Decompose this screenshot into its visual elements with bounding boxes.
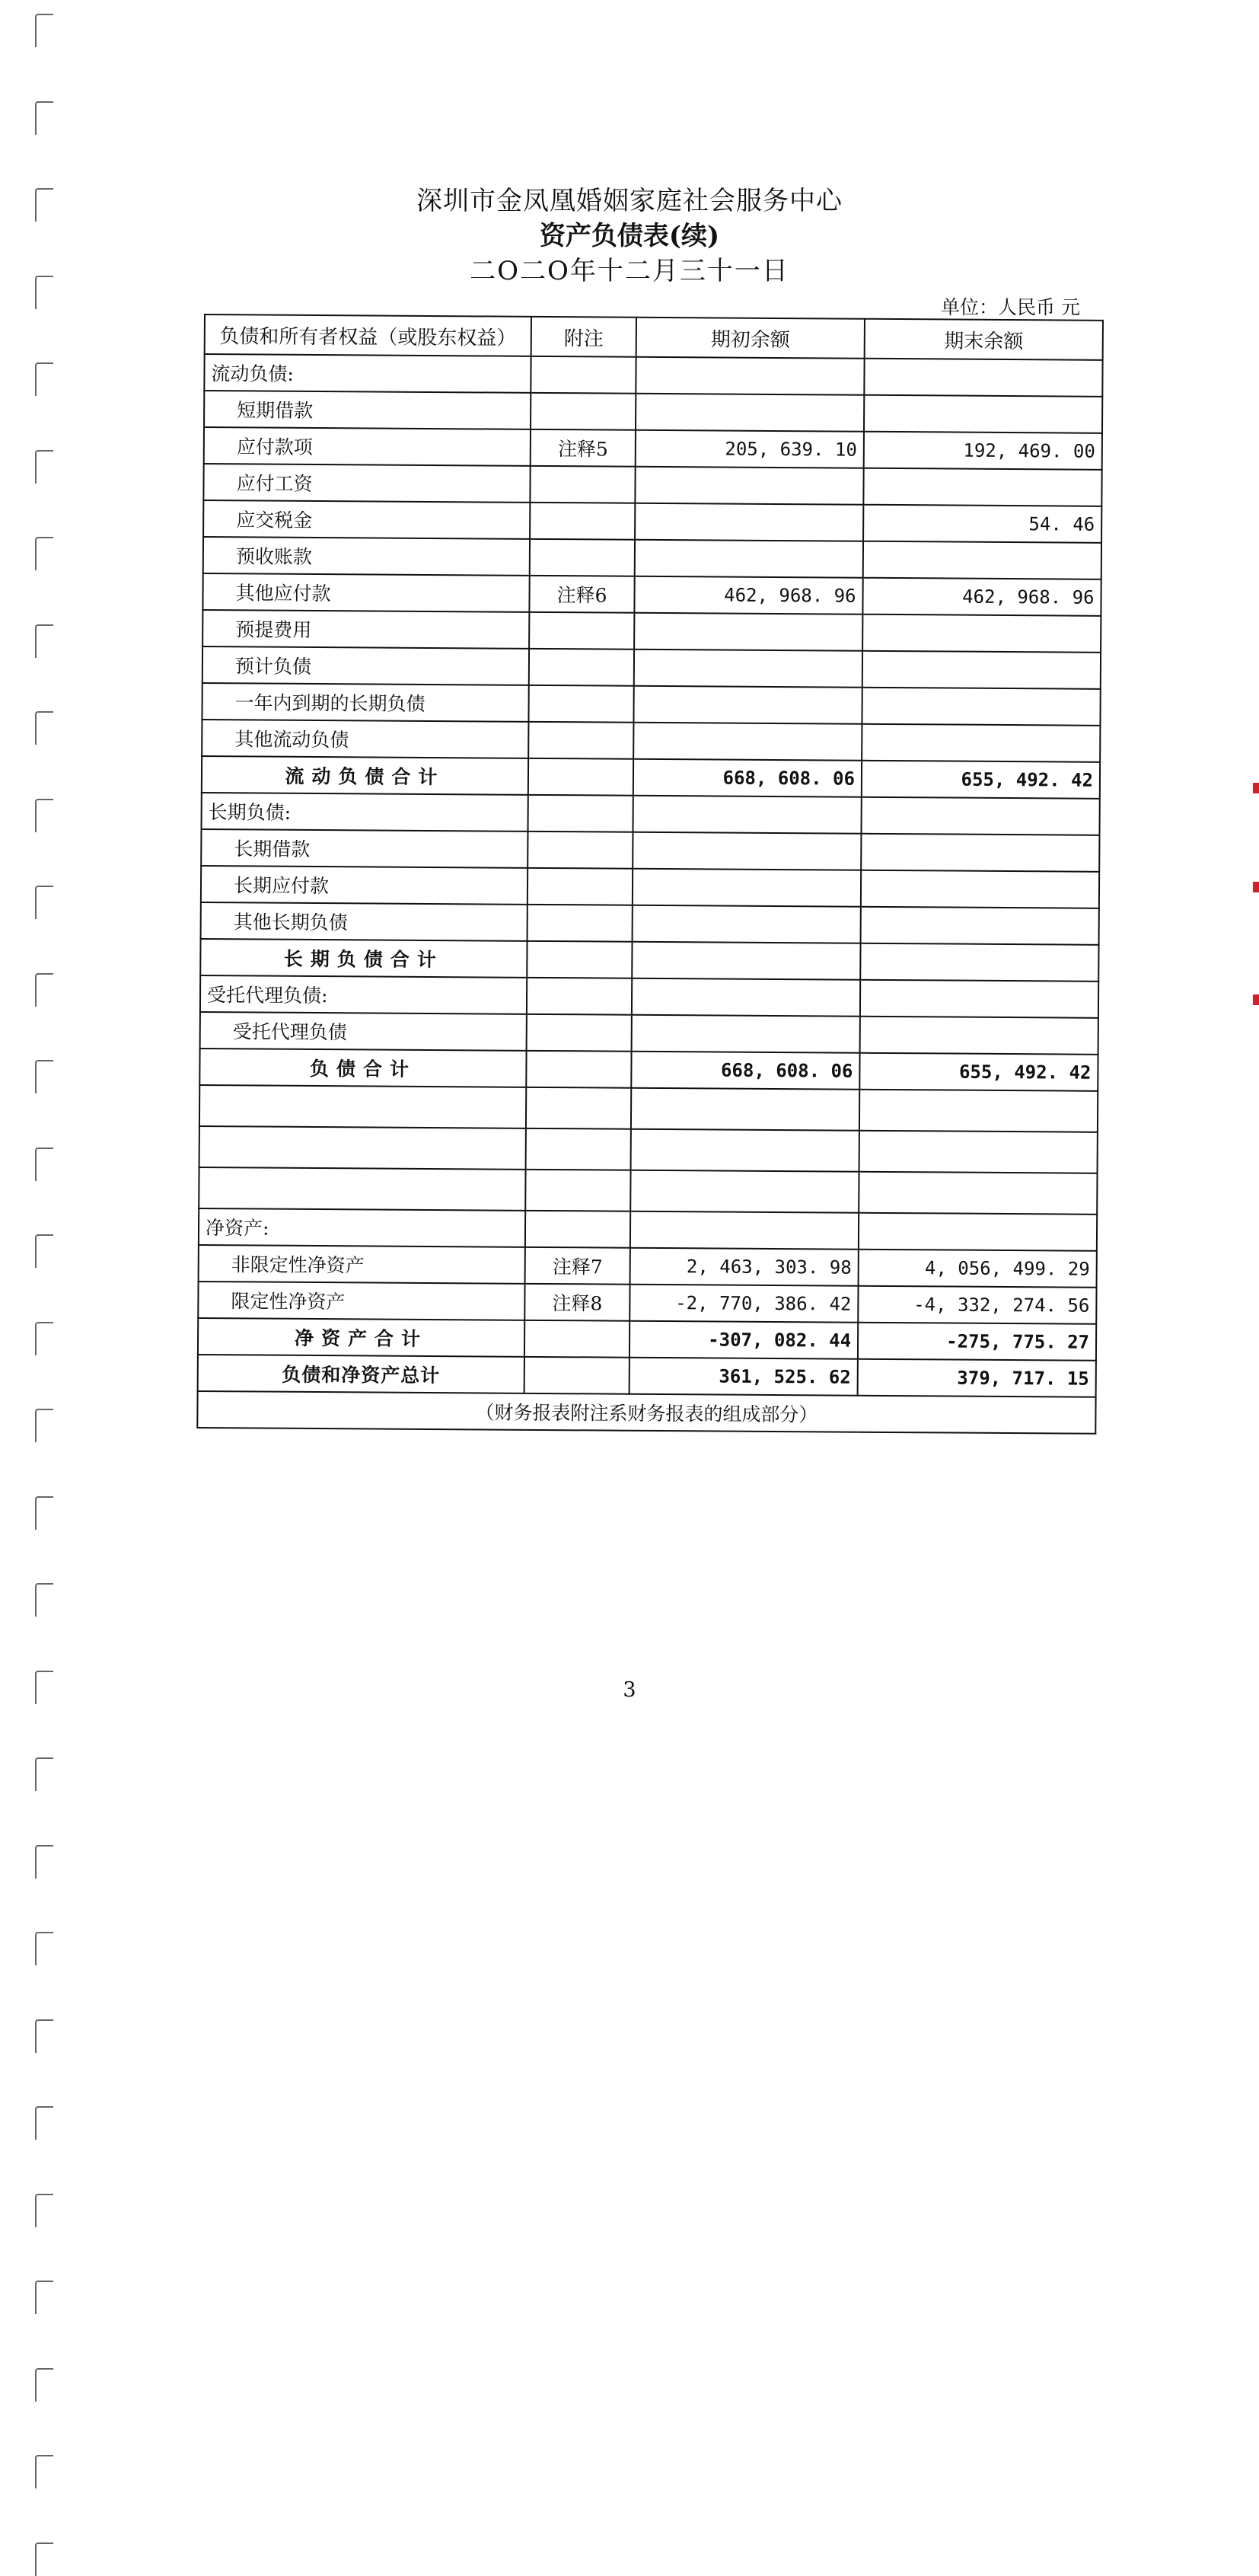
row-item-label: 净资产: <box>199 1208 525 1247</box>
row-beginning-balance <box>636 357 864 395</box>
binding-mark <box>35 1409 53 1442</box>
binding-mark <box>35 973 53 1007</box>
table-row <box>200 939 1098 982</box>
row-beginning-balance <box>630 1211 859 1250</box>
row-beginning-balance: -307, 082. 44 <box>630 1321 858 1359</box>
row-beginning-balance <box>635 540 863 578</box>
binding-mark <box>35 886 53 919</box>
binding-mark <box>35 537 53 570</box>
row-item-label: 长期负债合计 <box>200 939 527 978</box>
table-row <box>201 866 1099 908</box>
row-ending-balance <box>863 541 1101 579</box>
row-note-ref <box>530 503 635 540</box>
row-note-ref <box>527 1014 632 1052</box>
row-item-label: 应交税金 <box>203 500 530 539</box>
binding-mark <box>35 1148 53 1181</box>
row-ending-balance: 54. 46 <box>863 505 1101 543</box>
table-row <box>201 829 1099 872</box>
row-item-label: 长期负债: <box>202 793 528 832</box>
row-note-ref <box>528 868 633 905</box>
row-note-ref <box>525 1170 630 1211</box>
page-number: 3 <box>623 1678 636 1702</box>
table-row <box>199 1049 1098 1091</box>
row-item-label: 其他长期负债 <box>201 902 528 941</box>
row-item-label <box>199 1167 525 1211</box>
row-ending-balance <box>859 1213 1097 1251</box>
row-beginning-balance <box>631 1129 859 1172</box>
row-item-label <box>199 1126 526 1170</box>
row-item-label: 预提费用 <box>202 610 529 649</box>
row-note-ref <box>527 941 632 978</box>
organization-name: 深圳市金凤凰婚姻家庭社会服务中心 <box>416 186 843 216</box>
row-beginning-balance <box>635 467 863 505</box>
binding-mark <box>35 101 53 135</box>
row-item-label: 受托代理负债: <box>200 975 527 1014</box>
table-row <box>202 683 1100 726</box>
table-row <box>202 793 1100 835</box>
row-ending-balance: 4, 056, 499. 29 <box>859 1250 1097 1288</box>
row-note-ref <box>530 539 635 576</box>
table-row <box>202 610 1101 653</box>
row-ending-balance <box>862 724 1100 762</box>
table-row <box>202 756 1100 799</box>
table-row <box>202 720 1100 762</box>
table-row <box>198 1318 1096 1361</box>
table-row <box>199 1085 1098 1132</box>
row-note-ref: 注释5 <box>531 429 636 467</box>
row-ending-balance <box>862 614 1101 653</box>
currency-unit: 单位：人民币 元 <box>941 296 1080 318</box>
row-beginning-balance <box>635 503 863 541</box>
column-header-note: 附注 <box>531 317 636 357</box>
column-header-item: 负债和所有者权益（或股东权益） <box>205 314 531 356</box>
row-beginning-balance <box>632 1015 860 1053</box>
row-beginning-balance <box>633 723 862 761</box>
row-item-label: 预计负债 <box>202 646 529 685</box>
row-note-ref <box>527 978 632 1015</box>
row-ending-balance <box>861 797 1099 835</box>
row-note-ref: 注释7 <box>525 1247 630 1285</box>
row-beginning-balance <box>632 978 860 1017</box>
binding-mark <box>35 1060 53 1093</box>
row-note-ref <box>528 905 633 942</box>
row-note-ref <box>528 722 633 759</box>
row-ending-balance: 655, 492. 42 <box>862 761 1100 799</box>
row-note-ref <box>528 832 633 869</box>
table-footer-row <box>197 1391 1095 1434</box>
row-item-label: 短期借款 <box>204 391 531 429</box>
table-row <box>200 975 1098 1018</box>
row-note-ref <box>531 393 636 430</box>
table-row <box>203 537 1101 579</box>
binding-mark <box>35 2455 53 2488</box>
row-beginning-balance <box>633 796 861 834</box>
row-beginning-balance <box>633 869 861 907</box>
row-note-ref: 注释8 <box>524 1284 630 1321</box>
row-ending-balance: -275, 775. 27 <box>858 1323 1096 1361</box>
row-item-label: 流动负债: <box>204 354 531 393</box>
binding-mark <box>35 1234 53 1268</box>
column-header-beginning-balance: 期初余额 <box>636 318 865 359</box>
balance-sheet <box>196 314 1102 1435</box>
table-row <box>204 391 1102 433</box>
row-note-ref <box>528 685 633 723</box>
binding-mark <box>35 1322 53 1355</box>
row-item-label: 一年内到期的长期负债 <box>202 683 528 722</box>
row-note-ref <box>524 1357 630 1394</box>
table-row <box>199 1167 1097 1215</box>
row-note-ref <box>526 1051 631 1088</box>
binding-mark <box>35 2019 53 2053</box>
binding-mark <box>35 2368 53 2402</box>
footer-note: （财务报表附注系财务报表的组成部分） <box>197 1391 1095 1434</box>
row-beginning-balance <box>633 686 862 724</box>
row-ending-balance <box>860 1017 1098 1055</box>
binding-mark <box>35 624 53 658</box>
row-item-label: 负债合计 <box>199 1049 526 1087</box>
row-ending-balance <box>859 1172 1097 1215</box>
table-row <box>204 427 1102 470</box>
table-row <box>202 573 1101 616</box>
binding-mark <box>35 2106 53 2140</box>
table-header-row <box>205 314 1103 360</box>
row-item-label: 流动负债合计 <box>202 756 528 795</box>
row-ending-balance: 462, 968. 96 <box>862 578 1101 616</box>
row-beginning-balance <box>633 832 861 870</box>
row-beginning-balance <box>632 942 860 980</box>
binding-mark <box>35 1845 53 1879</box>
row-ending-balance: -4, 332, 274. 56 <box>858 1286 1096 1324</box>
binding-mark <box>35 711 53 745</box>
row-ending-balance <box>862 651 1101 689</box>
table-row <box>203 500 1101 543</box>
table-row <box>199 1208 1097 1251</box>
binding-mark <box>35 1496 53 1530</box>
row-ending-balance <box>860 980 1098 1018</box>
row-note-ref <box>524 1320 630 1358</box>
row-ending-balance <box>861 834 1099 872</box>
row-ending-balance: 379, 717. 15 <box>858 1359 1096 1397</box>
table-row <box>203 464 1101 506</box>
table-row <box>199 1245 1097 1288</box>
row-beginning-balance: 668, 608. 06 <box>633 759 862 797</box>
row-beginning-balance <box>633 905 861 943</box>
table-row <box>200 1012 1098 1055</box>
binding-mark <box>35 2281 53 2314</box>
binding-mark <box>35 799 53 832</box>
row-item-label: 应付款项 <box>204 427 531 466</box>
row-note-ref: 注释6 <box>529 576 634 613</box>
binding-mark <box>35 14 53 47</box>
row-note-ref <box>528 795 633 832</box>
row-item-label: 长期借款 <box>201 829 528 868</box>
row-item-label: 非限定性净资产 <box>199 1245 525 1284</box>
table-row <box>202 646 1101 689</box>
binding-mark <box>35 450 53 484</box>
binding-mark <box>35 1757 53 1791</box>
binding-mark <box>35 362 53 396</box>
row-ending-balance <box>860 943 1098 982</box>
row-item-label: 限定性净资产 <box>198 1282 524 1320</box>
row-ending-balance <box>859 1131 1098 1173</box>
binding-mark <box>35 1583 53 1617</box>
row-beginning-balance <box>631 1088 859 1131</box>
row-beginning-balance <box>634 613 862 651</box>
table-row <box>198 1355 1096 1397</box>
row-ending-balance <box>864 359 1102 397</box>
row-beginning-balance: 462, 968. 96 <box>634 576 862 614</box>
row-beginning-balance: 361, 525. 62 <box>630 1358 858 1396</box>
binding-mark <box>35 2194 53 2227</box>
table-row <box>201 902 1099 945</box>
stamp-edge-mark <box>1253 994 1259 1005</box>
binding-mark <box>35 2542 53 2576</box>
row-beginning-balance <box>630 1170 859 1213</box>
row-ending-balance <box>863 468 1101 506</box>
row-beginning-balance <box>634 650 862 688</box>
stamp-edge-mark <box>1253 882 1259 892</box>
row-ending-balance <box>861 870 1099 908</box>
row-item-label: 净资产合计 <box>198 1318 524 1357</box>
row-beginning-balance <box>636 394 864 432</box>
table-row <box>198 1282 1096 1324</box>
row-ending-balance: 655, 492. 42 <box>859 1053 1098 1091</box>
row-note-ref <box>528 758 633 796</box>
row-ending-balance <box>864 395 1102 433</box>
table-row <box>199 1126 1098 1173</box>
row-item-label: 长期应付款 <box>201 866 528 905</box>
row-item-label: 其他流动负债 <box>202 720 528 758</box>
row-note-ref <box>526 1087 631 1129</box>
row-note-ref <box>529 649 634 686</box>
row-beginning-balance: -2, 770, 386. 42 <box>630 1285 858 1323</box>
row-ending-balance <box>859 1090 1098 1132</box>
row-note-ref <box>530 466 635 503</box>
row-item-label: 应付工资 <box>203 464 530 503</box>
row-item-label: 其他应付款 <box>202 573 529 612</box>
row-ending-balance <box>861 907 1099 945</box>
stamp-edge-mark <box>1253 783 1259 793</box>
balance-sheet-table <box>196 314 1104 1435</box>
row-note-ref <box>531 356 636 394</box>
row-beginning-balance: 668, 608. 06 <box>631 1052 859 1090</box>
report-date: 二O二O年十二月三十一日 <box>470 256 789 286</box>
row-item-label: 受托代理负债 <box>200 1012 527 1051</box>
row-note-ref <box>525 1211 630 1248</box>
row-item-label <box>199 1085 526 1128</box>
report-title: 资产负债表(续) <box>539 221 720 251</box>
row-note-ref <box>529 612 634 650</box>
column-header-ending-balance: 期末余额 <box>865 319 1103 360</box>
row-note-ref <box>526 1128 631 1170</box>
binding-mark <box>35 1932 53 1965</box>
row-beginning-balance: 2, 463, 303. 98 <box>630 1248 859 1286</box>
row-item-label: 预收账款 <box>203 537 530 576</box>
table-row <box>204 354 1102 397</box>
row-ending-balance <box>862 688 1100 726</box>
row-ending-balance: 192, 469. 00 <box>864 432 1102 470</box>
row-item-label: 负债和净资产总计 <box>198 1355 524 1393</box>
row-beginning-balance: 205, 639. 10 <box>636 430 864 468</box>
